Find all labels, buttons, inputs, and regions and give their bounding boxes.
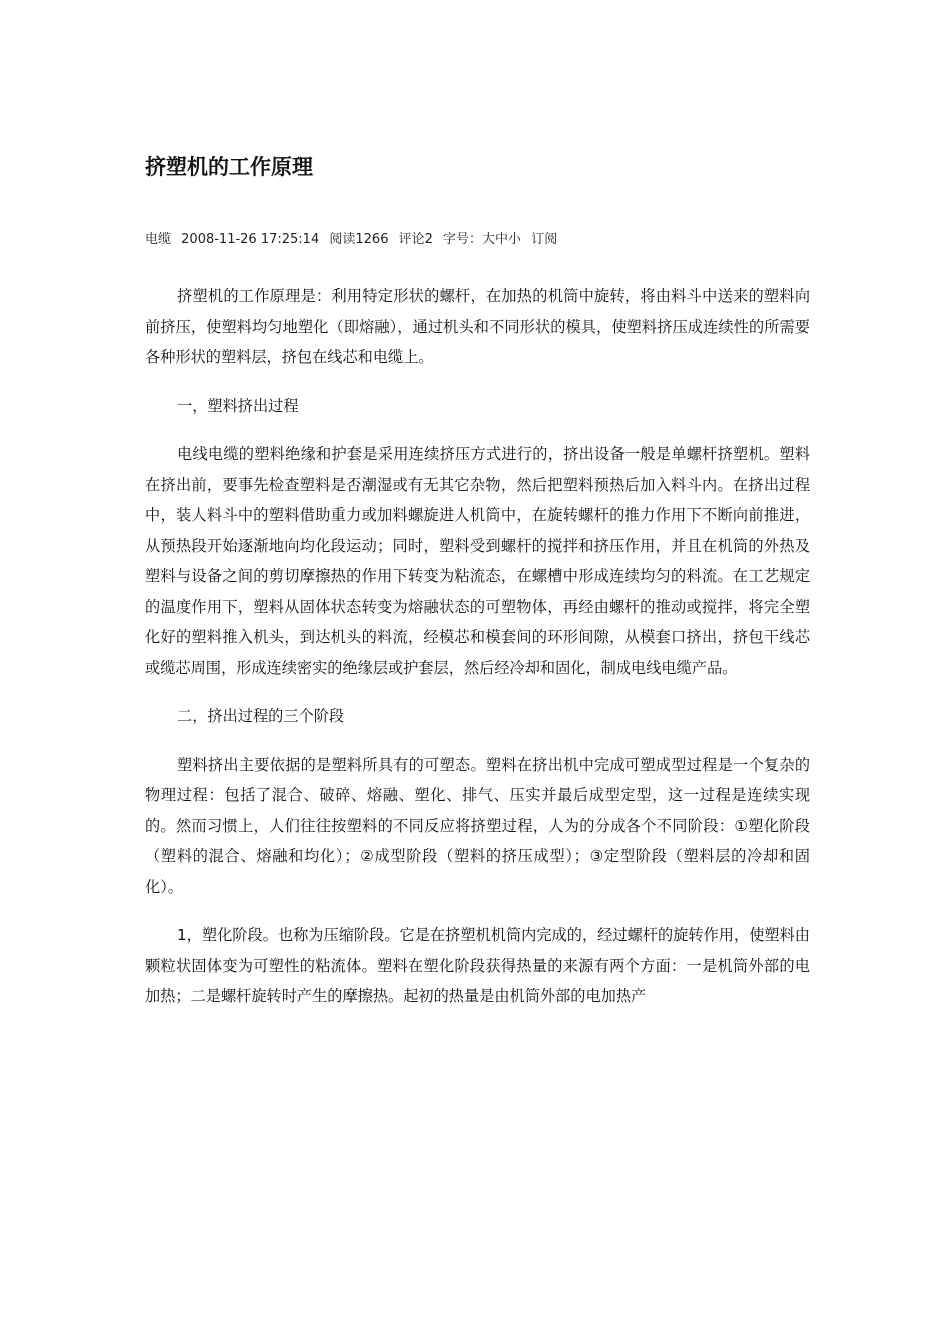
font-size-switch[interactable]: 字号：大中小 — [443, 232, 522, 247]
page-title: 挤塑机的工作原理 — [145, 155, 313, 179]
stage-paragraph-1: 1，塑化阶段。也称为压缩阶段。它是在挤塑机机筒内完成的，经过螺杆的旋转作用，使塑料由颗粒状固体变为可塑性的粘流体。塑料在塑化阶段获得热量的来源有两个方面：一是机筒外部的电加热；二是螺杆旋转时产生的摩擦热。起初的热量是由机筒外部的电加热产 — [145, 926, 810, 1005]
read-count: 阅读1266 — [329, 232, 389, 247]
section-paragraph-2: 塑料挤出主要依据的是塑料所具有的可塑态。塑料在挤出机中完成可塑成型过程是一个复杂的物理过程：包括了混合、破碎、熔融、塑化、排气、压实并最后成型定型，这一过程是连续实现的。然而习惯上，人们往往按塑料的不同反应将挤塑过程，人为的分成各个不同阶段：①塑化阶段（塑料的混合、熔融和均化）；②成型阶段（塑料的挤压成型）；③定型阶段（塑料层的冷却和固化）。 — [145, 755, 810, 896]
intro-paragraph: 挤塑机的工作原理是：利用特定形状的螺杆，在加热的机筒中旋转，将由料斗中送来的塑料向前挤压，使塑料均匀地塑化（即熔融），通过机头和不同形状的模具，使塑料挤压成连续性的所需要各种形状的塑料层，挤包在线芯和电缆上。 — [145, 287, 810, 366]
category-link[interactable]: 电缆 — [145, 232, 172, 247]
comment-count[interactable]: 评论2 — [398, 232, 433, 247]
article-body — [145, 281, 810, 1030]
post-datetime: 2008-11-26 17:25:14 — [181, 232, 320, 247]
section-paragraph-1: 电线电缆的塑料绝缘和护套是采用连续挤压方式进行的，挤出设备一般是单螺杆挤塑机。塑料在挤出前，要事先检查塑料是否潮湿或有无其它杂物，然后把塑料预热后加入料斗内。在挤出过程中，装人料斗中的塑料借助重力或加料螺旋进人机筒中，在旋转螺杆的推力作用下不断向前推进，从预热段开始逐渐地向均化段运动；同时，塑料受到螺杆的搅拌和挤压作用，并且在机筒的外热及塑料与设备之间的剪切摩擦热的作用下转变为粘流态，在螺槽中形成连续均匀的料流。在工艺规定的温度作用下，塑料从固体状态转变为熔融状态的可塑物体，再经由螺杆的推动或搅拌，将完全塑化好的塑料推入机头，到达机头的料流，经模芯和模套间的环形间隙，从模套口挤出，挤包干线芯或缆芯周围，形成连续密实的绝缘层或护套层，然后经冷却和固化，制成电线电缆产品。 — [145, 445, 810, 677]
section-heading-2: 二，挤出过程的三个阶段 — [177, 707, 345, 725]
article-meta — [145, 230, 563, 250]
section-heading-1: 一，塑料挤出过程 — [177, 396, 299, 415]
subscribe-link[interactable]: 订阅 — [531, 232, 558, 247]
